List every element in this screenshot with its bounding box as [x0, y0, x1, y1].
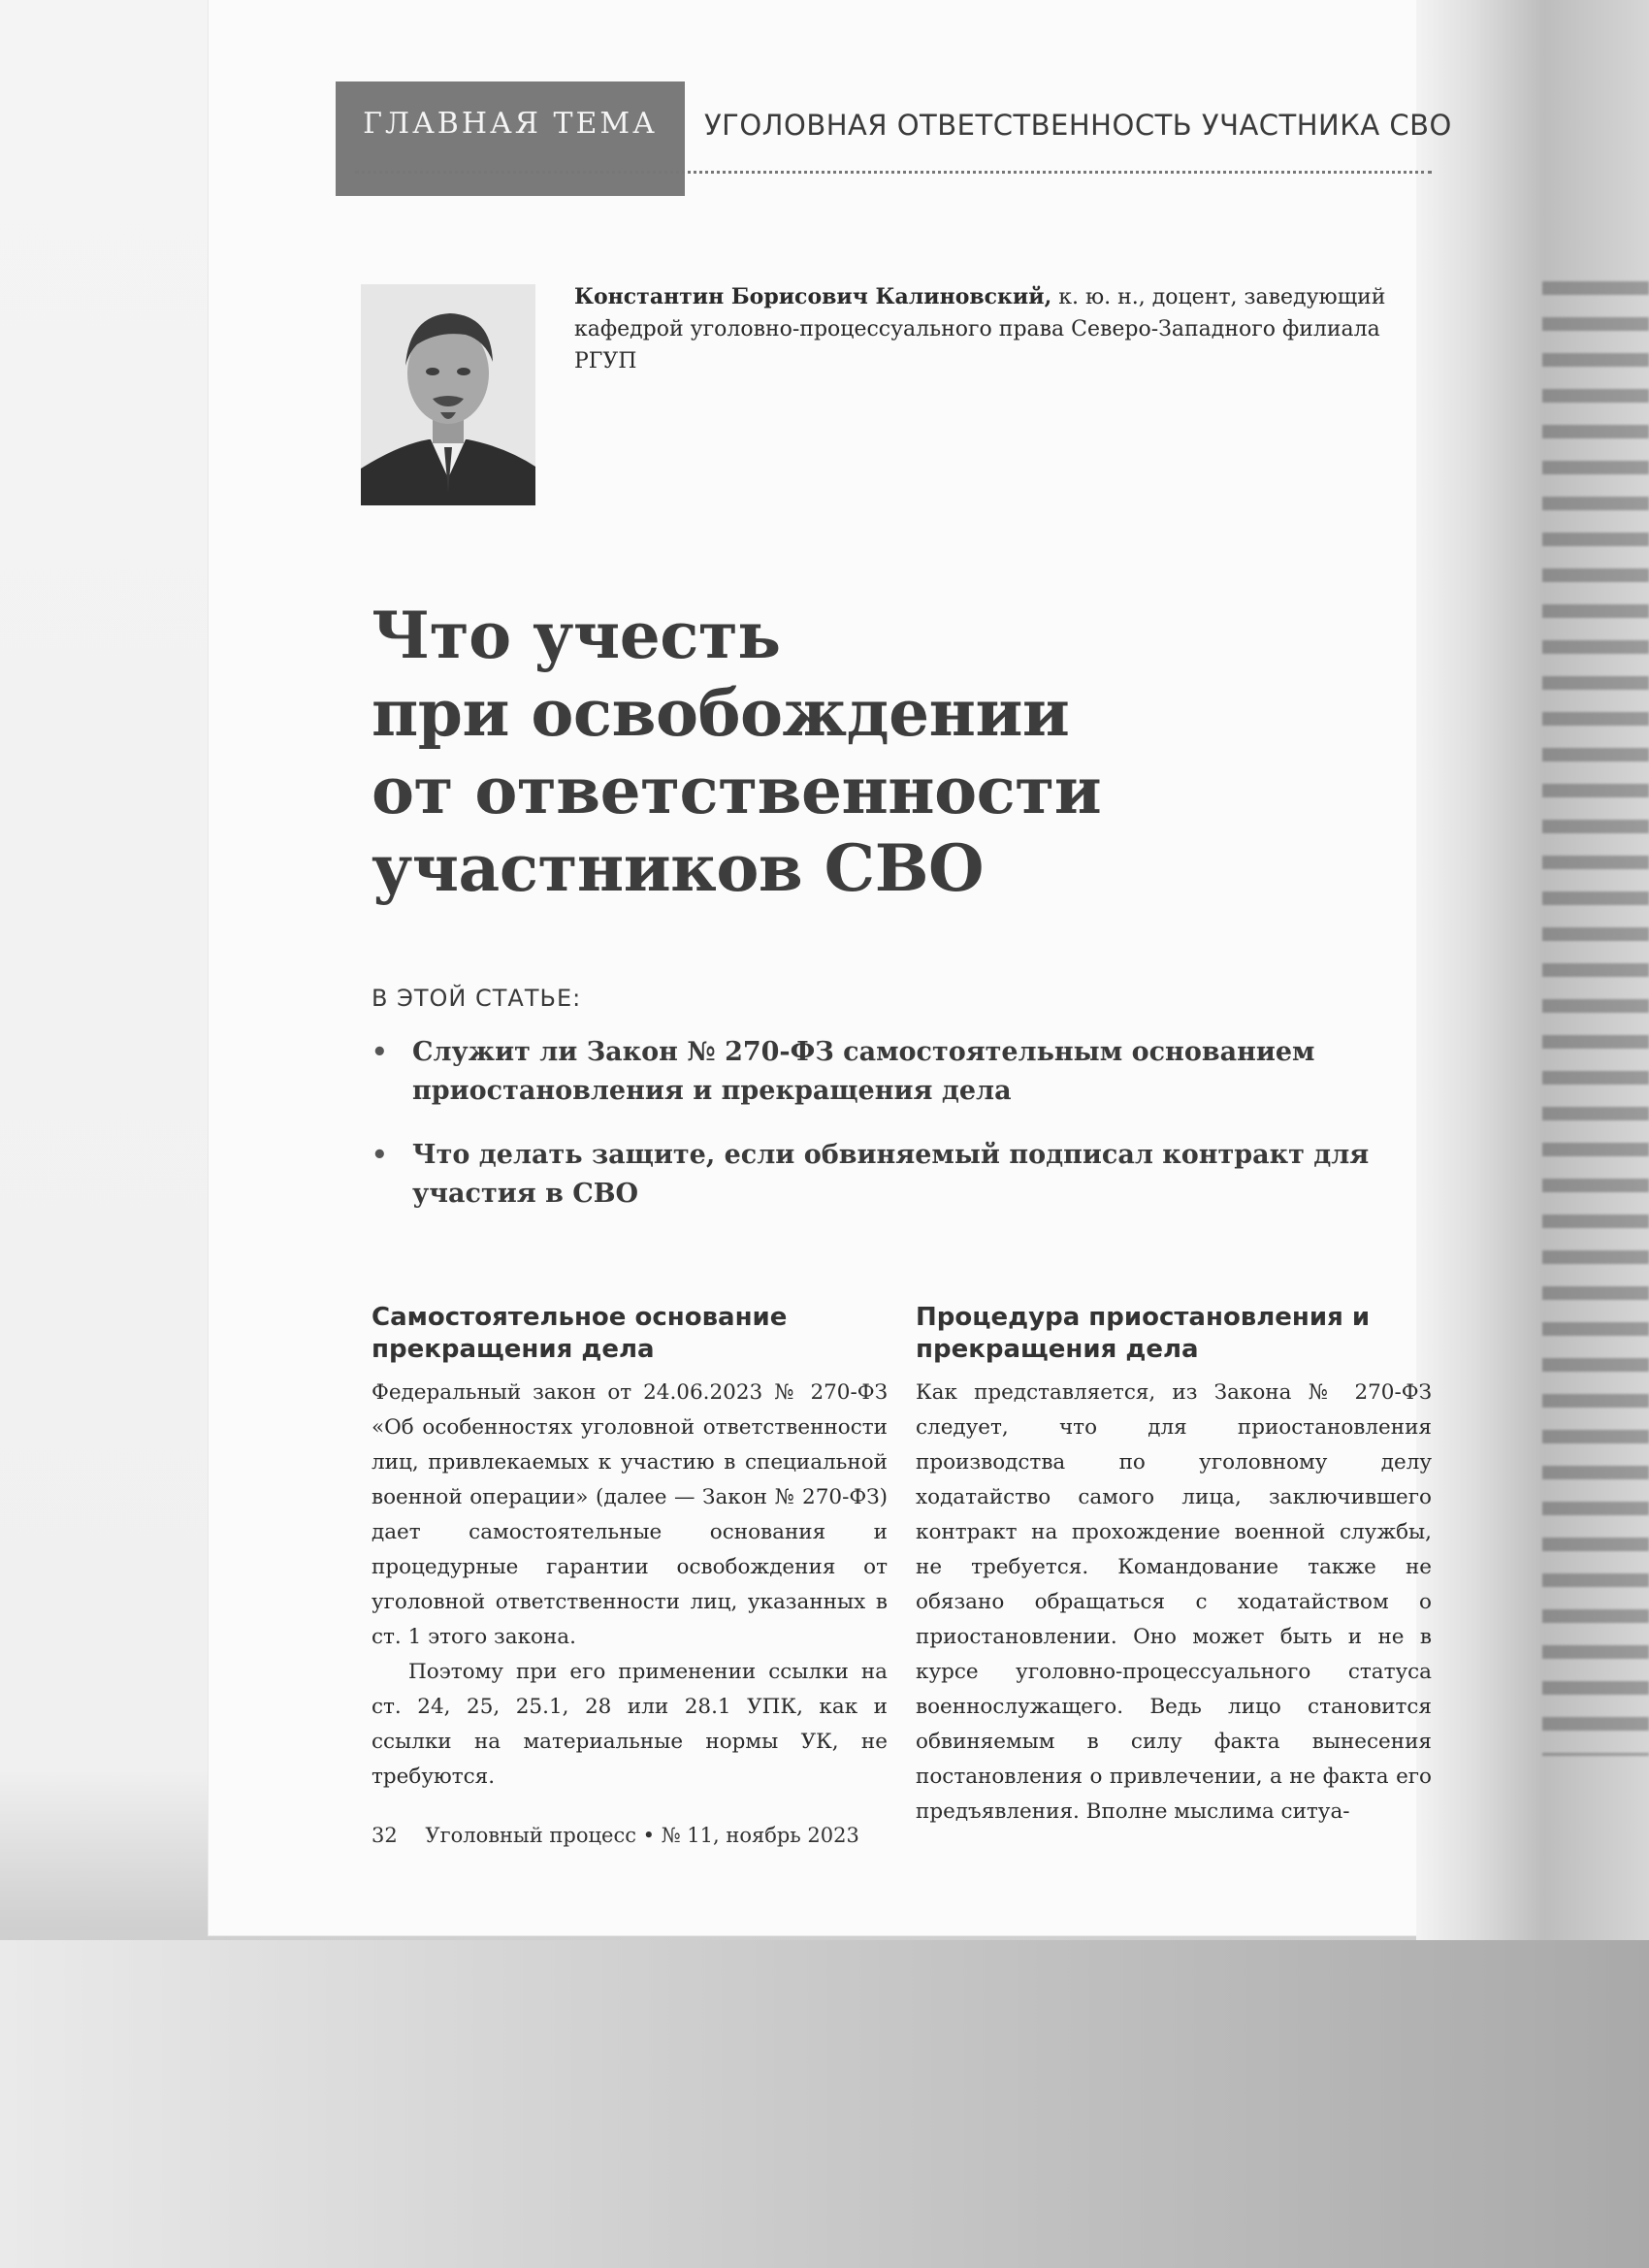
- title-line: при освобождении: [372, 675, 1070, 751]
- in-article-label: В ЭТОЙ СТАТЬЕ:: [372, 985, 582, 1012]
- publication-info: Уголовный процесс • № 11, ноябрь 2023: [425, 1824, 859, 1847]
- title-line: от ответственности: [372, 753, 1102, 828]
- body-paragraph: Как представляется, из Закона № 270-ФЗ следует, что для приостановления производства по уголовному делу ходатайство самого лица, заключившего контракт на прохождение военной службы, не требуется. Командование также не обязано обращаться с ходатайством о приостановлении. Оно может быть и не в курсе уголовно-процессуального статуса военнослужащего. Ведь лицо становится обвиняемым в силу факта вынесения постановления о привлечении, а не факта его предъявления. Вполне мыслима ситуа-: [916, 1380, 1432, 1824]
- in-article-list: [372, 1033, 1400, 1239]
- author-affiliation: кафедрой уголовно-процессуального права Северо-Западного филиала РГУП: [574, 317, 1380, 373]
- list-item: [372, 1033, 1400, 1111]
- rubric-label: ГЛАВНАЯ ТЕМА: [363, 106, 658, 141]
- author-credit: [574, 281, 1428, 377]
- page-footer: [372, 1824, 859, 1847]
- left-column: [372, 1302, 888, 1795]
- right-column: [916, 1302, 1432, 1830]
- article-title: [372, 597, 1390, 907]
- list-item-text: Служит ли Закон № 270-ФЗ самостоятельным основанием приостановления и прекращения дела: [412, 1037, 1315, 1106]
- bullet-icon: •: [372, 1141, 388, 1170]
- scanner-bed-shadow: [0, 1940, 1649, 2268]
- rubric-box: [336, 81, 685, 196]
- author-credentials: к. ю. н., доцент, заведующий: [1051, 285, 1386, 309]
- section-heading: Процедура приостановления и прекращения дела: [916, 1303, 1371, 1364]
- title-line: Что учесть: [372, 598, 781, 673]
- author-portrait: [361, 284, 535, 505]
- rubric-topic: УГОЛОВНАЯ ОТВЕТСТВЕННОСТЬ УЧАСТНИКА СВО: [704, 109, 1452, 142]
- bullet-icon: •: [372, 1038, 388, 1067]
- adjacent-page-text: [1542, 281, 1649, 1756]
- body-paragraph: Поэтому при его применении ссылки на ст. 24, 25, 25.1, 28 или 28.1 УПК, как и ссылки на материальные нормы УК, не требуются.: [372, 1660, 888, 1789]
- list-item-text: Что делать защите, если обвиняемый подписал контракт для участия в СВО: [412, 1140, 1370, 1209]
- page-number: 32: [372, 1824, 398, 1847]
- title-line: участников СВО: [372, 830, 984, 906]
- body-paragraph: Федеральный закон от 24.06.2023 № 270-ФЗ «Об особенностях уголовной ответственности лиц, привлекаемых к участию в специальной военной операции» (далее — Закон № 270-ФЗ) дает самостоятельные основания и процедурные гарантии освобождения от уголовной ответственности лиц, указанных в ст. 1 этого закона.: [372, 1380, 888, 1649]
- header-divider: [355, 171, 1432, 174]
- author-name: Константин Борисович Калиновский,: [574, 284, 1052, 309]
- list-item: [372, 1136, 1400, 1214]
- section-heading: Самостоятельное основание прекращения дела: [372, 1303, 788, 1364]
